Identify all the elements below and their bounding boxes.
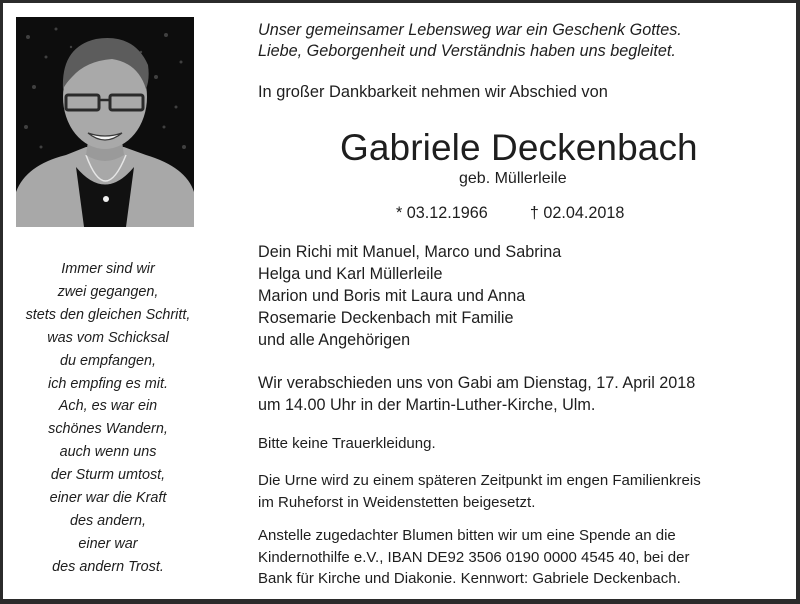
life-dates [396, 204, 624, 223]
urn-line: Die Urne wird zu einem späteren Zeitpunkt im engen Familienkreis [258, 472, 701, 489]
deceased-name: Gabriele Deckenbach [340, 127, 698, 168]
portrait-photo [16, 17, 194, 227]
donation-info [258, 525, 689, 590]
mourner-line: und alle Angehörigen [258, 331, 411, 349]
poem [3, 258, 213, 579]
mourner-line: Helga und Karl Müllerleile [258, 265, 443, 283]
intro-text: In großer Dankbarkeit nehmen wir Abschied von [258, 83, 608, 101]
poem-line: einer war die Kraft [49, 490, 167, 507]
poem-line: was vom Schicksal [47, 329, 169, 346]
motto [258, 20, 682, 63]
urn-burial-info [258, 470, 701, 513]
poem-line: ich empfing es mit. [48, 375, 168, 392]
mourner-line: Dein Richi mit Manuel, Marco und Sabrina [258, 243, 562, 261]
poem-line: zwei gegangen, [57, 283, 159, 300]
poem-line: du empfangen, [59, 352, 156, 369]
mourner-line: Rosemarie Deckenbach mit Familie [258, 309, 514, 327]
donation-line: Bank für Kirche und Diakonie. Kennwort: Gabriele Deckenbach. [258, 570, 681, 587]
motto-line: Liebe, Geborgenheit und Verständnis haben uns begleitet. [258, 42, 676, 61]
poem-line: auch wenn uns [59, 444, 157, 461]
poem-line: der Sturm umtost, [50, 467, 166, 484]
donation-line: Kindernothilfe e.V., IBAN DE92 3506 0190 0000 4545 40, bei der [258, 548, 690, 566]
donation-line: Anstelle zugedachter Blumen bitten wir um eine Spende an die [258, 527, 676, 544]
obituary-card [3, 3, 796, 599]
service-line: um 14.00 Uhr in der Martin-Luther-Kirche, Ulm. [258, 396, 596, 414]
birth-date: * 03.12.1966 [396, 204, 488, 222]
urn-line: im Ruheforst in Weidenstetten beigesetzt. [258, 493, 536, 511]
poem-line: einer war [78, 535, 138, 552]
death-date: † 02.04.2018 [529, 204, 625, 222]
motto-line: Unser gemeinsamer Lebensweg war ein Geschenk Gottes. [258, 21, 682, 39]
poem-line: Ach, es war ein [58, 398, 158, 415]
poem-line: des andern Trost. [52, 558, 164, 575]
poem-line: schönes Wandern, [48, 421, 168, 438]
service-info [258, 372, 695, 416]
maiden-name: geb. Müllerleile [459, 170, 567, 187]
portrait-icon [16, 17, 194, 227]
dress-code-note: Bitte keine Trauerkleidung. [258, 435, 436, 452]
poem-line: Immer sind wir [61, 261, 155, 277]
service-line: Wir verabschieden uns von Gabi am Dienstag, 17. April 2018 [258, 374, 696, 392]
poem-line: stets den gleichen Schritt, [25, 306, 191, 323]
poem-line: des andern, [69, 512, 146, 529]
mourner-line: Marion und Boris mit Laura und Anna [258, 287, 526, 305]
mourners-list [258, 241, 561, 351]
